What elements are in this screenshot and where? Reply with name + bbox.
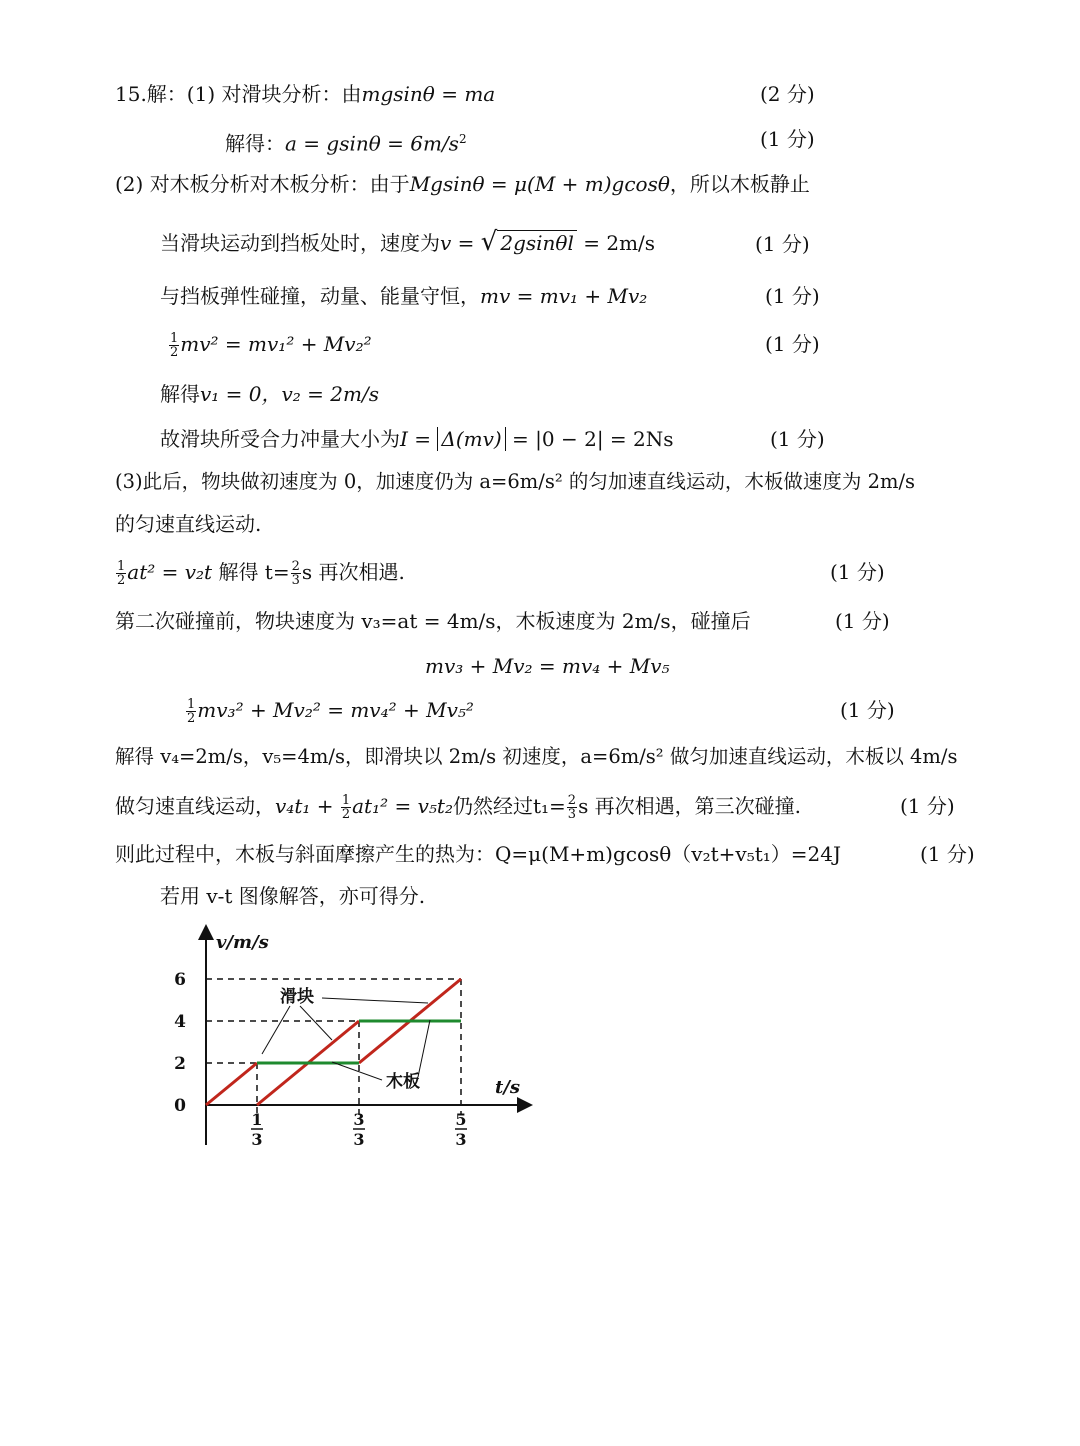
solution-line-1 (115, 80, 495, 108)
frac-num: 1 (117, 559, 126, 574)
fraction-half (341, 794, 351, 821)
sqrt-sign: √ (480, 227, 498, 257)
l3-prefix: (2) 对木板分析对木板分析：由于 (115, 172, 410, 196)
score-4: (1 分) (755, 232, 810, 256)
x-tick-denominator: 3 (251, 1130, 263, 1149)
solution-line-5 (160, 282, 647, 310)
leader-line (262, 1006, 290, 1054)
annotations (262, 986, 430, 1092)
frac-num: 1 (341, 793, 351, 808)
frac-den: 2 (170, 345, 179, 360)
l8-rhs: = |0 − 2| = 2Ns (505, 427, 674, 451)
score-5: (1 分) (765, 284, 820, 308)
x-axis-label: t/s (495, 1077, 521, 1098)
y-tick-label: 0 (174, 1096, 186, 1116)
l14-equation: mv₃² + Mv₂² = mv₄² + Mv₅² (197, 698, 474, 722)
l3-equation: Mgsinθ = μ(M + m)gcosθ (409, 172, 670, 196)
solution-line-14 (185, 696, 474, 725)
leader-line (332, 1062, 382, 1080)
l11-tail: s 再次相遇. (301, 560, 405, 584)
l3-suffix: ，所以木板静止 (669, 172, 810, 196)
frac-den: 2 (117, 573, 126, 588)
x-tick-numerator: 5 (455, 1110, 467, 1129)
x-tick-numerator: 3 (353, 1110, 365, 1129)
l11-equation: at² = v₂t (127, 560, 213, 584)
y-axis-label: v/m/s (216, 932, 269, 953)
solution-line-10: 的匀速直线运动. (115, 512, 262, 536)
l16-eq-b: at₁² = v₅t₂ (352, 794, 453, 818)
solution-line-16 (115, 792, 801, 821)
l16-mid: 仍然经过t₁= (452, 794, 566, 818)
score-11: (1 分) (830, 560, 885, 584)
solution-line-7 (160, 380, 379, 408)
l2-equation: a = gsinθ = 6m/s (285, 131, 459, 156)
solution-line-3 (115, 170, 810, 198)
l7-prefix: 解得 (160, 382, 200, 406)
l5-prefix: 与挡板弹性碰撞，动量、能量守恒， (160, 284, 480, 308)
frac-num: 1 (187, 697, 196, 712)
frac-num: 2 (291, 559, 300, 574)
l11-mid: 解得 t= (212, 560, 290, 584)
chart-guides (206, 979, 461, 1115)
solution-line-12: 第二次碰撞前，物块速度为 v₃=at = 4m/s，木板速度为 2m/s，碰撞后 (115, 609, 751, 633)
l1-equation: mgsinθ = ma (361, 82, 496, 106)
solution-line-13: mv₃ + Mv₂ = mv₄ + Mv₅ (425, 654, 670, 678)
frac-den: 3 (291, 573, 300, 588)
leader-line (322, 998, 428, 1003)
leader-line (418, 1020, 430, 1077)
fraction-half (116, 560, 126, 587)
score-8: (1 分) (770, 427, 825, 451)
x-tick-numerator: 1 (251, 1110, 263, 1129)
frac-num: 2 (567, 793, 577, 808)
solution-line-9: (3)此后，物块做初速度为 0，加速度仍为 a=6m/s² 的匀加速直线运动，木板做速度为 2m/s (115, 470, 916, 493)
score-6: (1 分) (765, 332, 820, 356)
score-1: (2 分) (760, 82, 815, 106)
l16-eq-a: v₄t₁ + (275, 794, 340, 818)
x-tick-denominator: 3 (353, 1130, 365, 1149)
l8-prefix: 故滑块所受合力冲量大小为 (160, 427, 400, 451)
score-14: (1 分) (840, 698, 895, 722)
vt-chart (150, 920, 550, 1160)
annotation-board: 木板 (386, 1072, 420, 1092)
l4-rhs: = 2m/s (576, 231, 656, 255)
series-segment-slider (206, 1063, 257, 1105)
solution-line-11 (115, 558, 405, 587)
y-tick-label: 4 (174, 1012, 186, 1032)
l5-equation: mv = mv₁ + Mv₂ (480, 284, 648, 308)
solution-line-4 (160, 228, 655, 257)
l6-equation: mv² = mv₁² + Mv₂² (180, 332, 372, 356)
fraction-two-thirds (291, 560, 301, 587)
frac-den: 3 (567, 807, 577, 822)
series-lines (206, 979, 461, 1105)
y-ticks (174, 970, 186, 1116)
solution-line-6 (168, 330, 372, 359)
solution-line-17: 则此过程中，木板与斜面摩擦产生的热为：Q=μ(M+m)gcosθ（v₂t+v₅t₁）=24J (115, 842, 842, 866)
score-2: (1 分) (760, 127, 815, 151)
frac-den: 2 (341, 807, 351, 822)
l7-equation: v₁ = 0，v₂ = 2m/s (200, 382, 379, 406)
l8-abs: Δ(mv) (437, 427, 505, 451)
l4-prefix: 当滑块运动到挡板处时，速度为 (160, 231, 440, 255)
l4-v: v = (440, 231, 481, 255)
l8-I: I = (400, 427, 438, 451)
solution-line-18: 若用 v-t 图像解答，亦可得分. (160, 884, 426, 908)
leader-line (300, 1006, 332, 1040)
score-17: (1 分) (920, 842, 975, 866)
l16-tail: s 再次相遇，第三次碰撞. (578, 794, 802, 818)
frac-den: 2 (187, 711, 196, 726)
solution-line-8 (160, 425, 674, 453)
fraction-half (186, 698, 196, 725)
score-16: (1 分) (900, 794, 955, 818)
y-tick-label: 6 (174, 970, 186, 990)
fraction-half (169, 332, 179, 359)
l16-prefix: 做匀速直线运动， (115, 794, 275, 818)
x-tick-denominator: 3 (455, 1130, 467, 1149)
frac-num: 1 (170, 331, 179, 346)
x-ticks (251, 1110, 467, 1149)
solution-line-15: 解得 v₄=2m/s，v₅=4m/s，即滑块以 2m/s 初速度，a=6m/s² 做匀加速直线运动，木板以 4m/s (115, 745, 958, 768)
l2-sup: 2 (458, 132, 467, 146)
l4-sqrt-content: 2gsinθl (497, 230, 577, 255)
y-tick-label: 2 (174, 1054, 186, 1074)
l1-prefix: 15.解：(1) 对滑块分析：由 (115, 82, 362, 106)
annotation-slider: 滑块 (280, 987, 314, 1007)
score-12: (1 分) (835, 609, 890, 633)
l2-prefix: 解得： (225, 131, 285, 156)
fraction-two-thirds (567, 794, 577, 821)
solution-line-2 (225, 125, 467, 158)
